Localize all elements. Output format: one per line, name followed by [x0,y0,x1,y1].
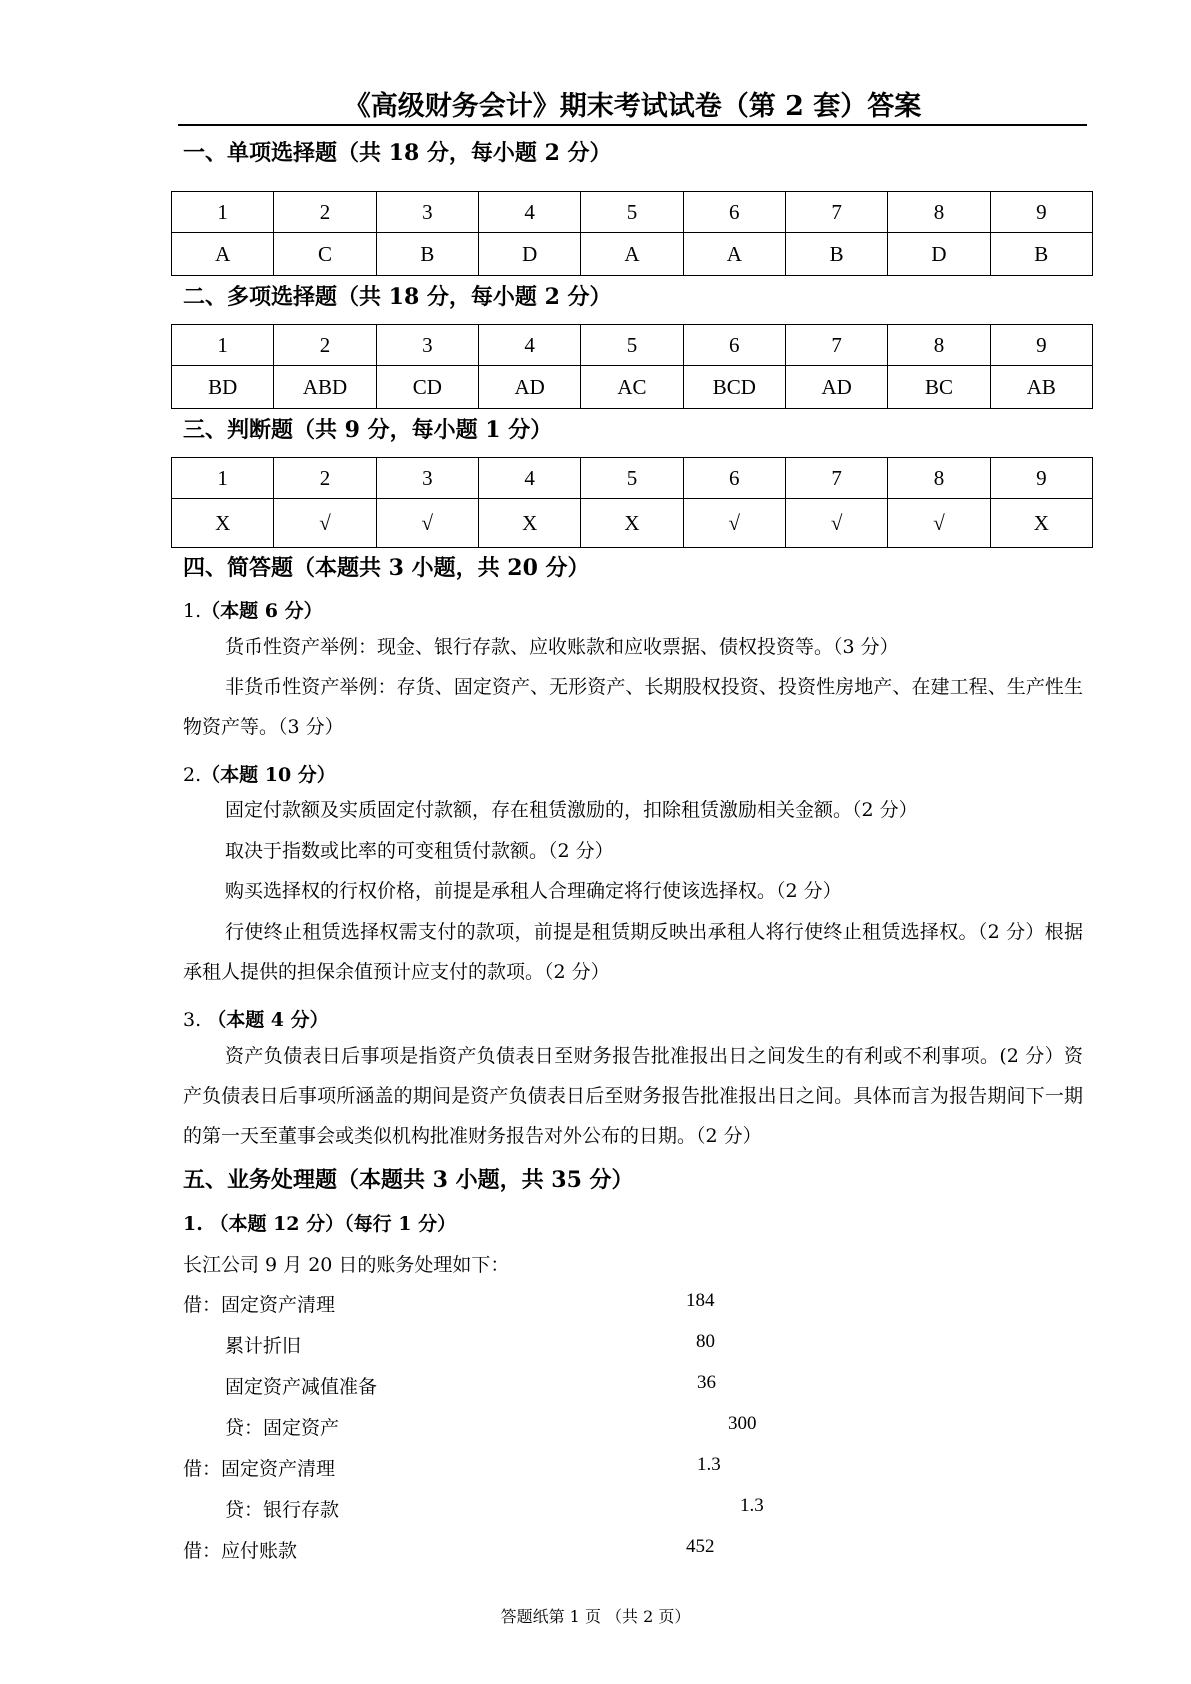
answer-cell: A [683,233,785,276]
journal-entry-amount: 1.3 [697,1454,721,1475]
answer-paragraph: 非货币性资产举例：存货、固定资产、无形资产、长期股权投资、投资性房地产、在建工程、生产性生物资产等。（3 分） [183,676,1083,738]
journal-entry-amount: 300 [728,1413,757,1434]
answer-cell: ABD [274,366,376,409]
answer-cell: X [581,499,683,548]
question-number: 6 [683,458,785,499]
question-number: 9 [990,458,1092,499]
answer-cell: BD [172,366,274,409]
question-number: 3 [376,458,478,499]
answer-cell: √ [683,499,785,548]
journal-entry-account: 累计折旧 [225,1335,302,1357]
question-number: 8 [888,192,990,233]
page-title: 《高级财务会计》期末考试试卷（第 2 套）答案 [343,91,922,122]
answer-cell: √ [274,499,376,548]
section1-heading: 一、单项选择题（共 18 分，每小题 2 分） [183,140,612,166]
answer-cell: X [172,499,274,548]
table-answer-row [172,366,1093,409]
question-number: 1 [172,325,274,366]
title-underline [178,124,1087,126]
journal-entry-account: 贷：银行存款 [225,1499,340,1521]
answer-cell: X [990,499,1092,548]
question-number: 7 [785,325,887,366]
question-number: 2 [274,458,376,499]
answer-cell: C [274,233,376,276]
journal-entry-account: 借：应付账款 [183,1540,298,1562]
answer-paragraph: 购买选择权的行权价格，前提是承租人合理确定将行使该选择权。（2 分） [225,880,842,902]
answer-cell: A [172,233,274,276]
journal-intro: 长江公司 9 月 20 日的账务处理如下： [183,1254,510,1276]
answer-paragraph: 货币性资产举例：现金、银行存款、应收账款和应收票据、债权投资等。（3 分） [225,636,899,658]
answer-paragraph: 行使终止租赁选择权需支付的款项，前提是租赁期反映出承租人将行使终止租赁选择权。（2 分）根据承租人提供的担保余值预计应支付的款项。（2 分） [183,921,1083,983]
question-label [183,760,336,787]
answer-cell: B [376,233,478,276]
journal-entry-amount: 1.3 [740,1495,764,1516]
answer-paragraph: 取决于指数或比率的可变租赁付款额。（2 分） [225,840,614,862]
question-number: 1 [172,458,274,499]
answer-cell: AC [581,366,683,409]
journal-entry-amount: 452 [686,1536,715,1557]
journal-entry-amount: 80 [696,1331,715,1352]
question-number: 4 [478,458,580,499]
journal-entry-account: 固定资产减值准备 [225,1376,378,1398]
question-number-label: 2. [183,764,202,786]
answer-cell: √ [785,499,887,548]
question-number: 5 [581,458,683,499]
multiple-choice-answer-table [171,324,1093,409]
question-number: 1 [172,192,274,233]
question-label [183,596,323,623]
question-number-label: 1. [183,600,202,622]
section2-heading: 二、多项选择题（共 18 分，每小题 2 分） [183,284,612,310]
question-number: 2 [274,192,376,233]
table-header-row [172,325,1093,366]
journal-entry-account: 借：固定资产清理 [183,1458,336,1480]
answer-cell: D [888,233,990,276]
answer-cell: B [990,233,1092,276]
question-number: 7 [785,192,887,233]
question-number: 5 [581,192,683,233]
question-points: （本题 6 分） [201,600,323,622]
question-number: 7 [785,458,887,499]
question-number: 9 [990,325,1092,366]
answer-paragraph: 资产负债表日后事项是指资产负债表日至财务报告批准报出日之间发生的有利或不利事项。(2 分）资产负债表日后事项所涵盖的期间是资产负债表日后至财务报告批准报出日之间。具体而言为报告期间下一期的第一天至董事会或类似机构批准财务报告对外公布的日期。（2 分） [183,1045,1083,1147]
answer-cell: A [581,233,683,276]
question-number: 4 [478,325,580,366]
journal-entry-amount: 36 [697,1372,716,1393]
question-number-label: 3. [183,1009,202,1031]
question-label: 1. （本题 12 分）（每行 1 分） [183,1213,457,1235]
answer-cell: D [478,233,580,276]
question-number: 3 [376,192,478,233]
table-answer-row [172,499,1093,548]
single-choice-answer-table [171,191,1093,276]
answer-cell: √ [376,499,478,548]
question-number: 5 [581,325,683,366]
journal-entry-account: 借：固定资产清理 [183,1294,336,1316]
page-footer: 答题纸第 1 页 （共 2 页） [500,1607,691,1626]
answer-cell: AD [478,366,580,409]
question-number: 3 [376,325,478,366]
question-points: （本题 10 分） [201,764,336,786]
answer-cell: B [785,233,887,276]
answer-cell: X [478,499,580,548]
journal-entry-account: 贷：固定资产 [225,1417,340,1439]
question-number: 9 [990,192,1092,233]
answer-paragraph: 固定付款额及实质固定付款额，存在租赁激励的，扣除租赁激励相关金额。（2 分） [225,799,918,821]
answer-cell: BCD [683,366,785,409]
answer-cell: CD [376,366,478,409]
section5-heading: 五、业务处理题（本题共 3 小题，共 35 分） [183,1167,634,1193]
answer-cell: AB [990,366,1092,409]
question-number: 2 [274,325,376,366]
question-label [183,1005,329,1032]
table-header-row [172,192,1093,233]
true-false-answer-table [171,457,1093,548]
section4-heading: 四、简答题（本题共 3 小题，共 20 分） [183,555,590,581]
question-number: 6 [683,325,785,366]
table-header-row [172,458,1093,499]
question-number: 8 [888,325,990,366]
table-answer-row [172,233,1093,276]
question-number: 6 [683,192,785,233]
answer-cell: AD [785,366,887,409]
journal-entry-amount: 184 [686,1290,715,1311]
answer-cell: BC [888,366,990,409]
question-points: （本题 4 分） [207,1009,329,1031]
question-number: 8 [888,458,990,499]
answer-cell: √ [888,499,990,548]
section3-heading: 三、判断题（共 9 分，每小题 1 分） [183,417,553,443]
question-number: 4 [478,192,580,233]
